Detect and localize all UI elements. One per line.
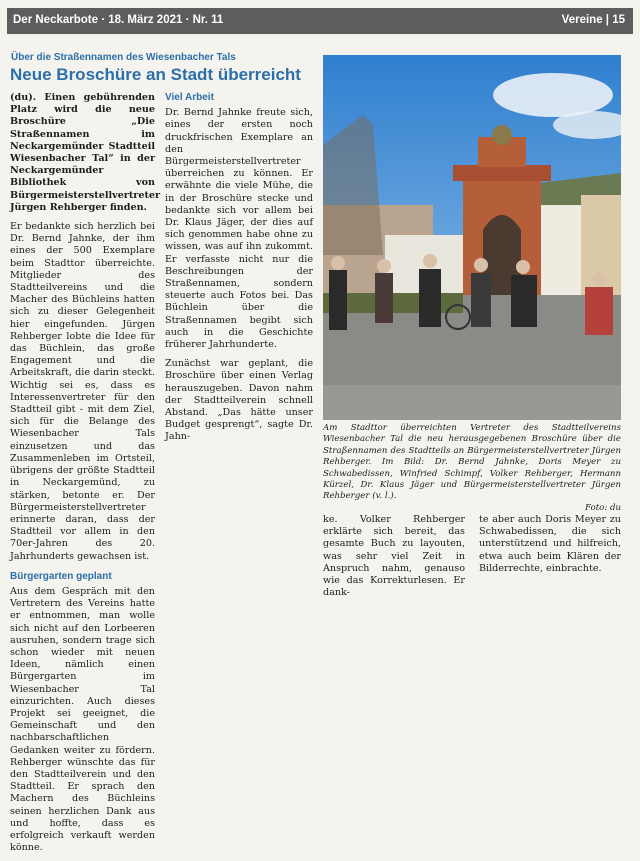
town-gate-group-photo xyxy=(323,55,621,420)
section-page-number: Vereine | 15 xyxy=(561,14,625,26)
photo-caption xyxy=(323,423,621,514)
publication-info: Der Neckarbote · 18. März 2021 · Nr. 11 xyxy=(13,14,224,26)
article-paragraph: Dr. Bernd Jahnke freute sich, eines der ersten noch druckfrischen Exemplare an den Bürgermeisterstellvertreter überreichen zu können. Er erwähnte die viele Mühe, die in der Broschüre stecke und bedankte sich vor allem bei Dr. Klaus Jäger, der dies auf sich genommen habe ohne zu wissen, was auf ihn zukommt. Er verfasste nicht nur die Beschreibungen der Straßennamen, sondern steuerte auch Fotos bei. Das Büchlein über die Straßennamen begibt sich auch in die Geschichte früherer Jahrhunderte. xyxy=(165,107,313,351)
article-column-4: te aber auch Doris Meyer zu Schwabedissen, die sich unterstützend und hilfreich, etwa auch beim Klären der Bilderrechte, einbrachte. xyxy=(479,514,621,574)
article-column-2 xyxy=(165,92,313,451)
page-header xyxy=(7,8,633,34)
article-paragraph: Zunächst war geplant, die Broschüre über einen Verlag herauszugeben. Davon nahm der Stadtteilverein schnell Abstand. „Das hätte unser Budget gesprengt“, sagte Dr. Jahn- xyxy=(165,358,313,443)
article-lead: (du). Einen gebührenden Platz wird die neue Broschüre „Die Straßennamen im Neckargemünder Stadtteil Wiesenbacher Tal“ in der Neckargemünder Bibliothek von Bürgermeisterstellvertreter Jürgen Rehberger finden. xyxy=(10,92,161,213)
article-column-3: ke. Volker Rehberger erklärte sich bereit, das gesamte Buch zu layouten, was sehr viel Zeit in Anspruch nahm, genauso wie das Korrekturlesen. Er dank- xyxy=(323,514,465,599)
article-photo xyxy=(323,55,621,420)
article-headline: Neue Broschüre an Stadt überreicht xyxy=(10,65,301,84)
article-paragraph: Aus dem Gespräch mit den Vertretern des Vereins hatte er entnommen, man wolle sich nicht auf den Lorbeeren ausruhen, sondern trage sich schon wieder mit neuen Ideen, nämlich einen Bürgergarten im Wiesenbacher Tal einzurichten. Auch dieses Projekt sei geeignet, die Gemeinschaft und den nachbarschaftlichen Gedanken weiter zu fördern. Rehberger wünschte das für den Stadtteilverein und den Stadtteil. Er sprach den Machern des Büchleins seinen herzlichen Dank aus und hoffte, dass es erfolgreich verkauft werden könne. xyxy=(10,585,155,854)
caption-text: Am Stadttor überreichten Vertreter des Stadtteilvereins Wiesenbacher Tal die neu herausgegebenen Broschüre über die Straßennamen des Stadtteils an Bürgermeisterstellvertreter Jürgen Rehberger. Im Bild: Dr. Bernd Jahnke, Doris Meyer zu Schwabedissen, Winfried Schimpf, Volker Rehberger, Hermann Kürzel, Dr. Klaus Jäger und Bürgermeisterstellvertreter Jürgen Rehberger (v. l.). xyxy=(323,423,621,502)
article-paragraph: Er bedankte sich herzlich bei Dr. Bernd Jahnke, der ihm eines der 500 Exemplare beim Stadttor überreichte. Mitglieder des Stadtteilvereins und die Macher des Büchleins hatten sich zu dieser Gelegenheit hier eingefunden. Jürgen Rehberger lobte die Idee für das Büchlein, das große Engagement und die Arbeitskraft, die darin steckt. Wichtig sei es, dass es Interessenvertreter für den Stadtteil gibt - mit dem Ziel, sich für die Belange des Wiesenbacher Tals einzusetzen und das Zusammenleben im Ortsteil, übrigens der größte Stadtteil in Neckargemünd, zu stärken, betonte er. Der Bürgermeisterstellvertreter erinnerte daran, dass der Stadtteil vor allem in den 70er-Jahren des 20. Jahrhunderts gewachsen ist. xyxy=(10,221,155,562)
subheading: Bürgergarten geplant xyxy=(10,570,112,582)
subheading: Viel Arbeit xyxy=(165,92,214,103)
photo-credit: Foto: du xyxy=(585,502,621,513)
article-kicker: Über die Straßennamen des Wiesenbacher Tals xyxy=(11,52,236,63)
article-column-1 xyxy=(10,92,161,861)
